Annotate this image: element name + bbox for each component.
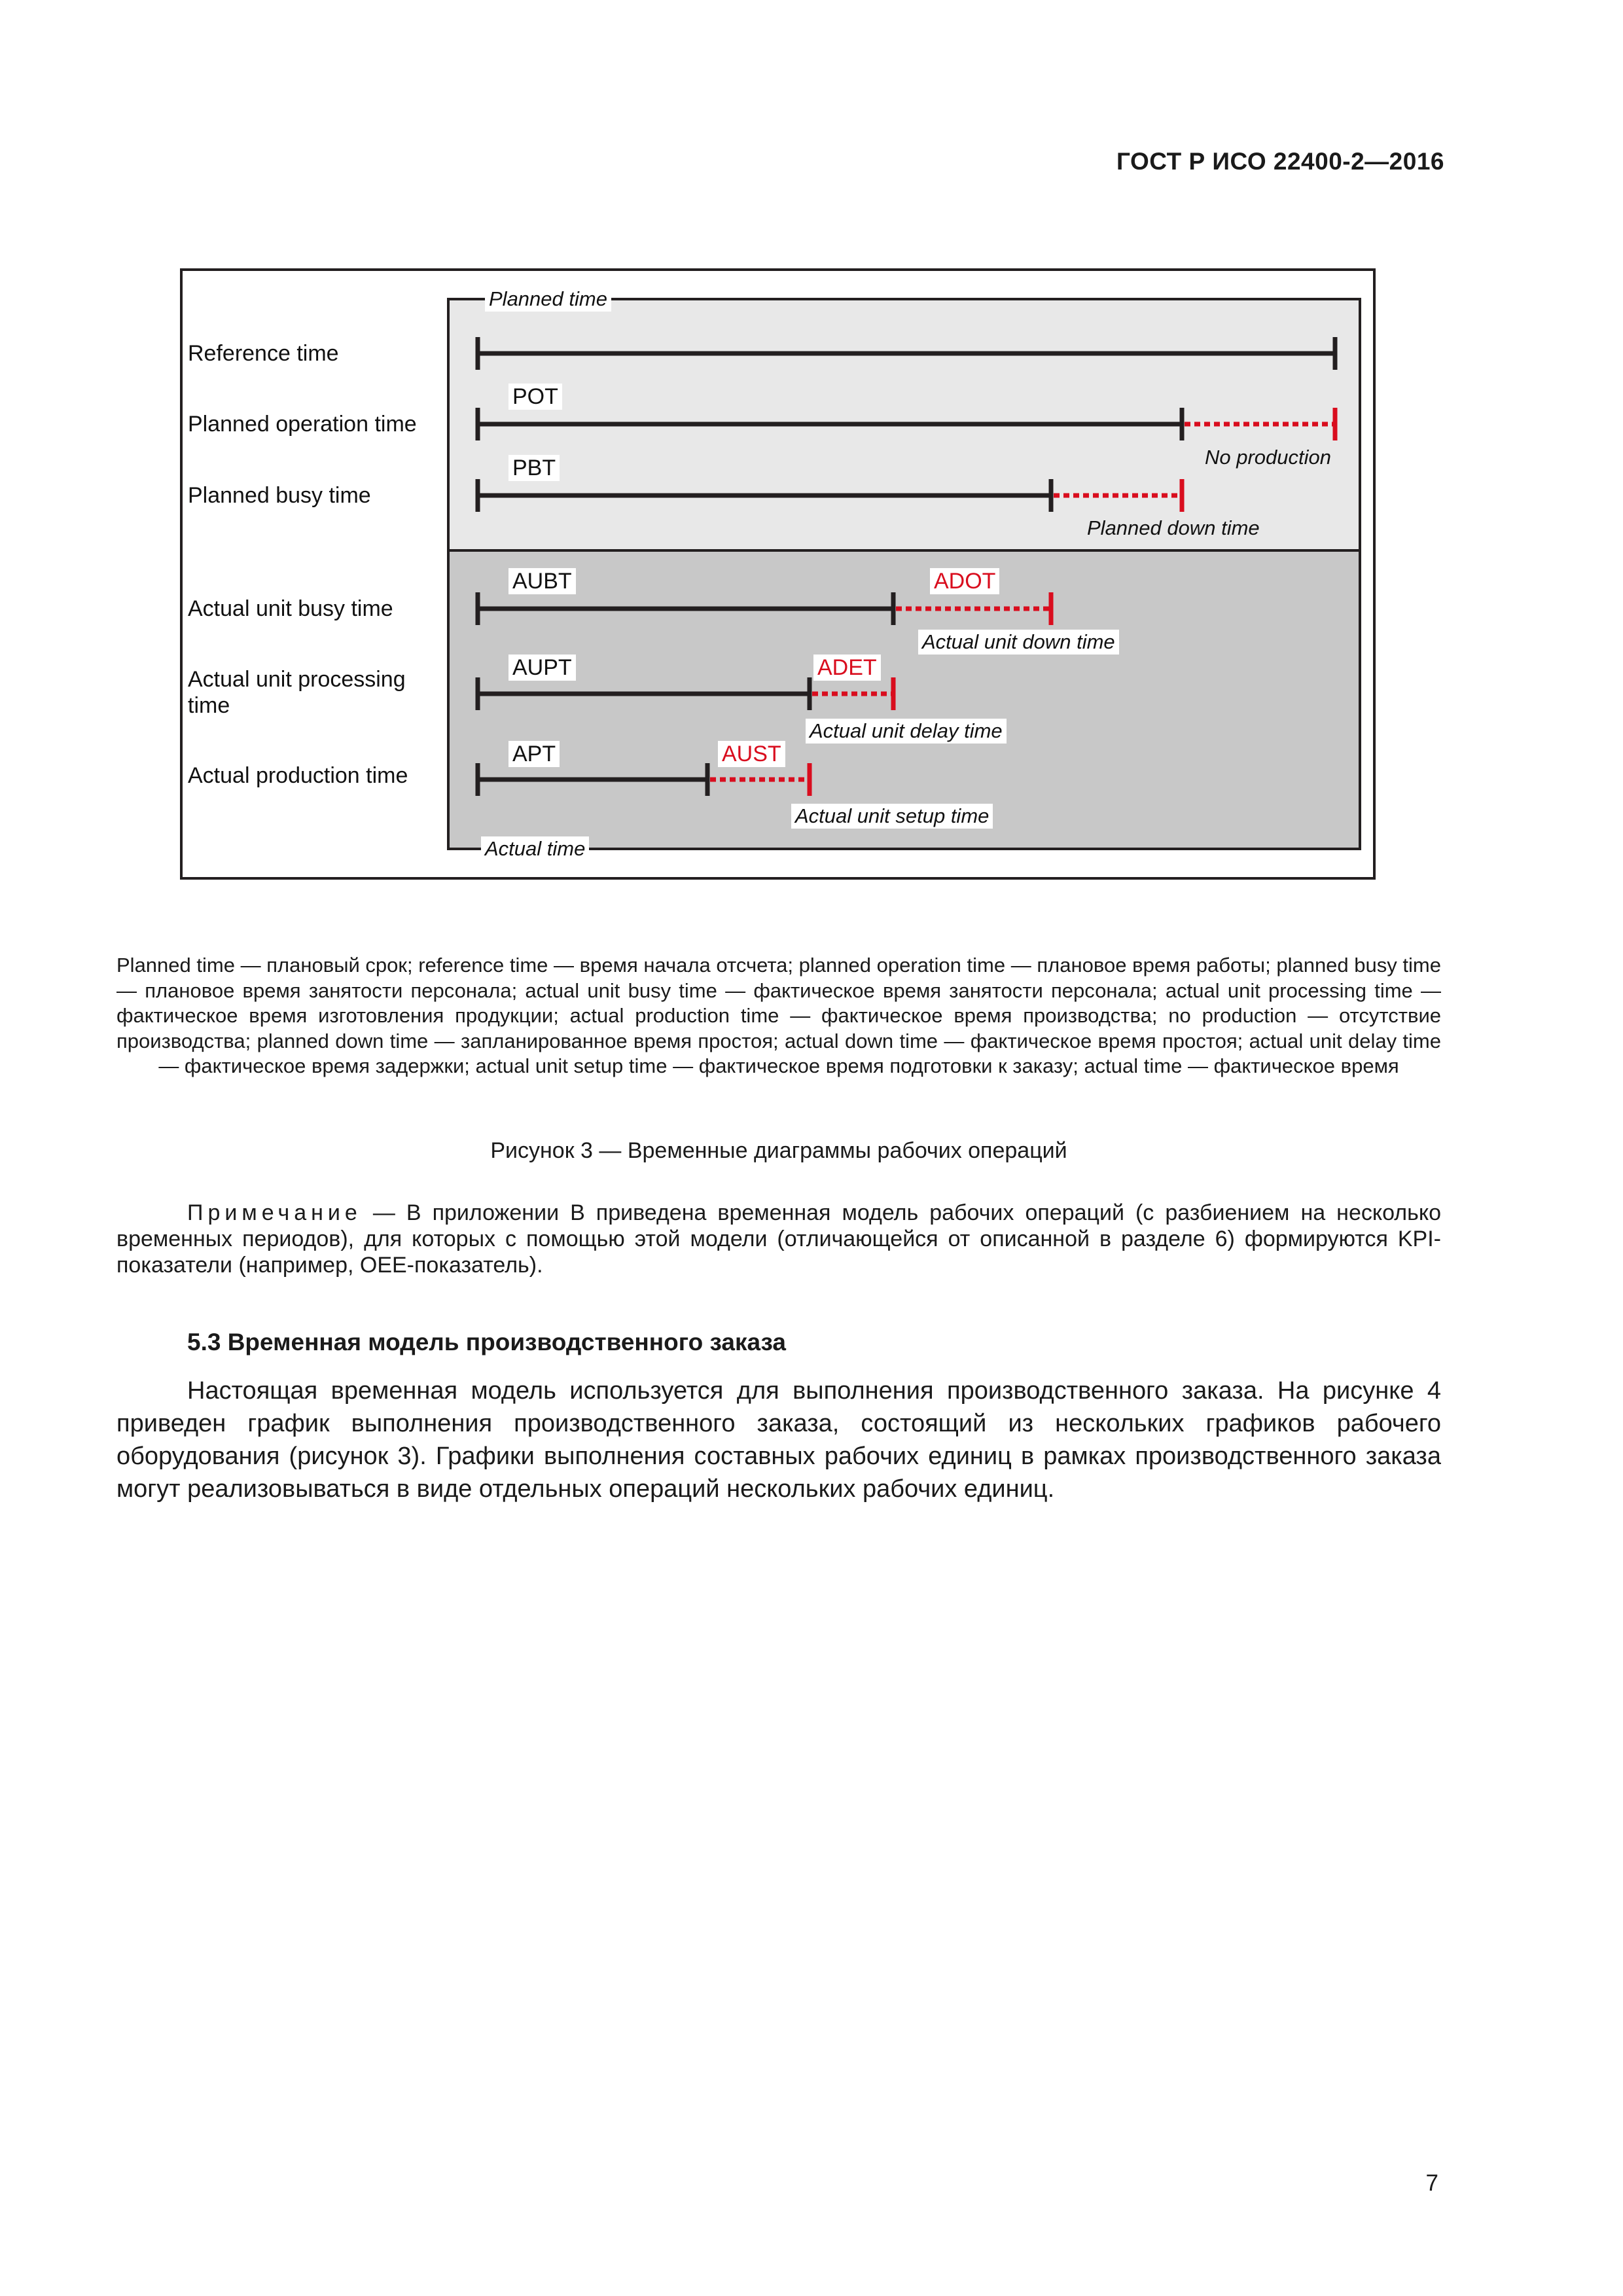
abbr-aubt: AUBT — [508, 568, 576, 594]
page-number: 7 — [1425, 2170, 1438, 2196]
abbr-aupt: AUPT — [508, 655, 576, 681]
annotation-no-production: No production — [1205, 446, 1332, 469]
row-label-actual-processing: Actual unit processing time — [188, 667, 406, 718]
body-paragraph: Настоящая временная модель используется для выполнения производственного заказа. На рисунке 4 приведен график выполнения производственного заказа, состоящий из нескольких графиков рабочего оборудования (рисунок 3). Графики выполнения составных рабочих единиц в рамках производственного заказа могут реализовываться в виде отдельных операций нескольких рабочих единиц. — [116, 1377, 1441, 1503]
row-label-planned-busy: Planned busy time — [188, 483, 371, 508]
abbr-pbt: PBT — [508, 455, 560, 481]
abbr-pot: POT — [508, 384, 562, 410]
document-id: ГОСТ Р ИСО 22400-2—2016 — [1116, 148, 1444, 175]
row-label-actual-busy: Actual unit busy time — [188, 596, 393, 621]
note-prefix: Примечание — [187, 1200, 362, 1225]
figure-caption: Рисунок 3 — Временные диаграммы рабочих операций — [490, 1138, 1067, 1163]
planned-time-label: Planned time — [485, 287, 611, 312]
annotation-actual-down: Actual unit down time — [918, 630, 1119, 655]
section-title: 5.3 Временная модель производственного заказа — [187, 1329, 787, 1355]
note-text: — В приложении В приведена временная модель рабочих операций (с разбиением на несколько временных периодов), для которых с помощью этой модели (отличающейся от описанной в разделе 6) формируются KPI-показатели (например, OEE-показатель). — [116, 1200, 1441, 1278]
abbr-adot: ADOT — [930, 568, 999, 594]
figure-legend: Planned time — плановый срок; reference time — время начала отсчета; planned operation time — плановое время работы; planned busy time — плановое время занятости персонала; actual unit busy time — фактическое время занятости персонала; actual unit processing time — фактическое время изготовления продукции; actual production time — фактическое время производства; no production — отсутствие производства; planned down time — запланированное время простоя; actual down time — фактическое время простоя; actual unit delay time — фактическое время задержки; actual unit setup time — фактическое время подготовки к заказу; actual time — фактическое время — [116, 954, 1441, 1078]
row-label-actual-production: Actual production time — [188, 763, 408, 788]
abbr-apt: APT — [508, 741, 560, 767]
annotation-actual-delay: Actual unit delay time — [806, 719, 1007, 744]
time-diagram-figure — [180, 268, 1376, 880]
annotation-planned-down: Planned down time — [1087, 516, 1260, 539]
note-paragraph — [116, 1200, 1441, 1278]
annotation-actual-setup: Actual unit setup time — [791, 804, 993, 829]
abbr-aust: AUST — [718, 741, 785, 767]
abbr-adet: ADET — [813, 655, 881, 681]
row-label-reference: Reference time — [188, 341, 339, 366]
actual-time-label: Actual time — [481, 836, 589, 861]
row-label-planned-operation: Planned operation time — [188, 412, 417, 437]
